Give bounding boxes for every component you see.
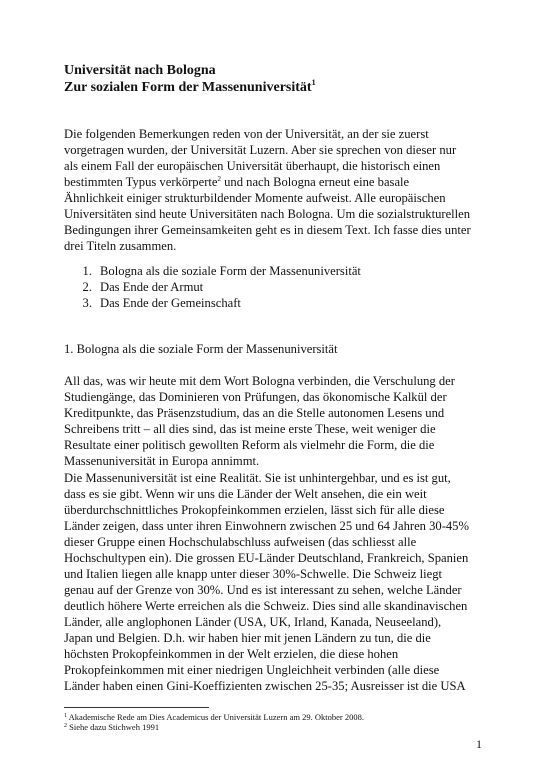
intro-paragraph: [64, 126, 496, 254]
intro-line-part: und nach Bologna erneut eine basale: [220, 175, 410, 189]
footnote-marker: 1: [64, 713, 67, 719]
paragraph-line: Länder zeigen, dass unter ihren Einwohnern zwischen 25 und 64 Jahren 30-45%: [64, 519, 469, 533]
intro-line: als einem Fall der europäischen Universität überhaupt, die historisch einen: [64, 159, 441, 173]
paragraph-line: Die Massenuniversität ist eine Realität. Sie ist unhintergehbar, und es ist gut,: [64, 471, 451, 485]
toc-item: [64, 295, 464, 311]
intro-line: vorgetragen wurden, der Universität Luzern. Aber sie sprechen von dieser nur: [64, 143, 457, 157]
table-of-contents: [64, 263, 464, 311]
footnote-divider: [64, 707, 209, 708]
paragraph-line: Studiengänge, das Dominieren von Prüfungen, das ökonomische Kalkül der: [64, 390, 447, 404]
paragraph-line: Resultate einer politisch gewollten Reform als vielmehr die Form, die die: [64, 438, 435, 452]
paragraph-line: Hochschultypen ein). Die grossen EU-Länder Deutschland, Frankreich, Spanien: [64, 551, 469, 565]
toc-item-label: Das Ende der Armut: [100, 280, 204, 294]
toc-item: [64, 263, 464, 279]
paragraph-line: Länder, alle anglophonen Länder (USA, UK, Irland, Kanada, Neuseeland),: [64, 615, 442, 629]
toc-item-label: Bologna als die soziale Form der Massenuniversität: [100, 264, 361, 278]
paragraph-line: höchsten Prokopfeinkommen in der Welt erzielen, die diese hohen: [64, 647, 399, 661]
title-footnote-ref[interactable]: 1: [311, 78, 316, 87]
paragraph-line: dass es sie gibt. Wenn wir uns die Länder der Welt ansehen, die ein weit: [64, 487, 427, 501]
intro-line: drei Titeln zusammen.: [64, 239, 177, 253]
toc-item: [64, 279, 464, 295]
footnote-2: [64, 722, 159, 732]
section-paragraph-2: [64, 470, 496, 694]
toc-item-label: Das Ende der Gemeinschaft: [100, 296, 241, 310]
paragraph-line: All das, was wir heute mit dem Wort Bologna verbinden, die Verschulung der: [64, 374, 455, 388]
intro-line: Bedingungen ihrer Gemeinsamkeiten geht es in diesem Text. Ich fasse dies unter: [64, 223, 471, 237]
paragraph-line: und Italien liegen alle knapp unter dieser 30%-Schwelle. Die Schweiz liegt: [64, 567, 443, 581]
document-title: [64, 62, 484, 96]
intro-line: Ähnlichkeit einiger strukturbildender Momente aufweist. Alle europäischen: [64, 191, 446, 205]
paragraph-line: Kreditpunkte, das Präsenzstudium, das an die Stelle autonomen Lesens und: [64, 406, 445, 420]
title-line-1: Universität nach Bologna: [64, 63, 216, 78]
title-line-2: Zur sozialen Form der Massenuniversität: [64, 80, 312, 95]
intro-line: Die folgenden Bemerkungen reden von der Universität, an der sie zuerst: [64, 127, 429, 141]
footnote-marker: 2: [64, 723, 67, 729]
paragraph-line: deutlich höhere Werte erreichen als die Schweiz. Dies sind alle skandinavischen: [64, 599, 468, 613]
footnote-1: [64, 712, 364, 722]
intro-line-part: bestimmten Typus verkörperte: [64, 175, 218, 189]
paragraph-line: überdurchschnittliches Prokopfeinkommen erzielen, lässt sich für alle diese: [64, 503, 445, 517]
paragraph-line: Japan und Belgien. D.h. wir haben hier mit jenen Ländern zu tun, die die: [64, 631, 431, 645]
footnote-text: Siehe dazu Stichweh 1991: [67, 722, 160, 732]
paragraph-line: Prokopfeinkommen mit einer niedrigen Ungleichheit verbinden (alle diese: [64, 663, 440, 677]
page-number: 1: [476, 737, 482, 751]
paragraph-line: Länder haben einen Gini-Koeffizienten zwischen 25-35; Ausreisser ist die USA: [64, 679, 466, 693]
intro-line: [64, 174, 496, 190]
paragraph-line: dieser Gruppe einen Hochschulabschluss aufweisen (das schliesst alle: [64, 535, 417, 549]
section-paragraph-1: [64, 373, 496, 469]
footnote-ref-2[interactable]: 2: [217, 175, 221, 183]
section-heading: 1. Bologna als die soziale Form der Massenuniversität: [64, 342, 338, 356]
toc-item-number: 3.: [82, 296, 92, 310]
paragraph-line: Schreibens tritt – all dies sind, das ist meine erste These, weit weniger die: [64, 422, 436, 436]
footnote-text: Akademische Rede am Dies Academicus der Universität Luzern am 29. Oktober 2008.: [67, 712, 364, 722]
paragraph-line: genau auf der Grenze von 30%. Und es ist interessant zu sehen, welche Länder: [64, 583, 462, 597]
paragraph-line: Massenuniversität in Europa annimmt.: [64, 454, 260, 468]
toc-item-number: 2.: [82, 280, 92, 294]
toc-item-number: 1.: [82, 264, 92, 278]
intro-line: Universitäten sind heute Universitäten nach Bologna. Um die sozialstrukturellen: [64, 207, 471, 221]
